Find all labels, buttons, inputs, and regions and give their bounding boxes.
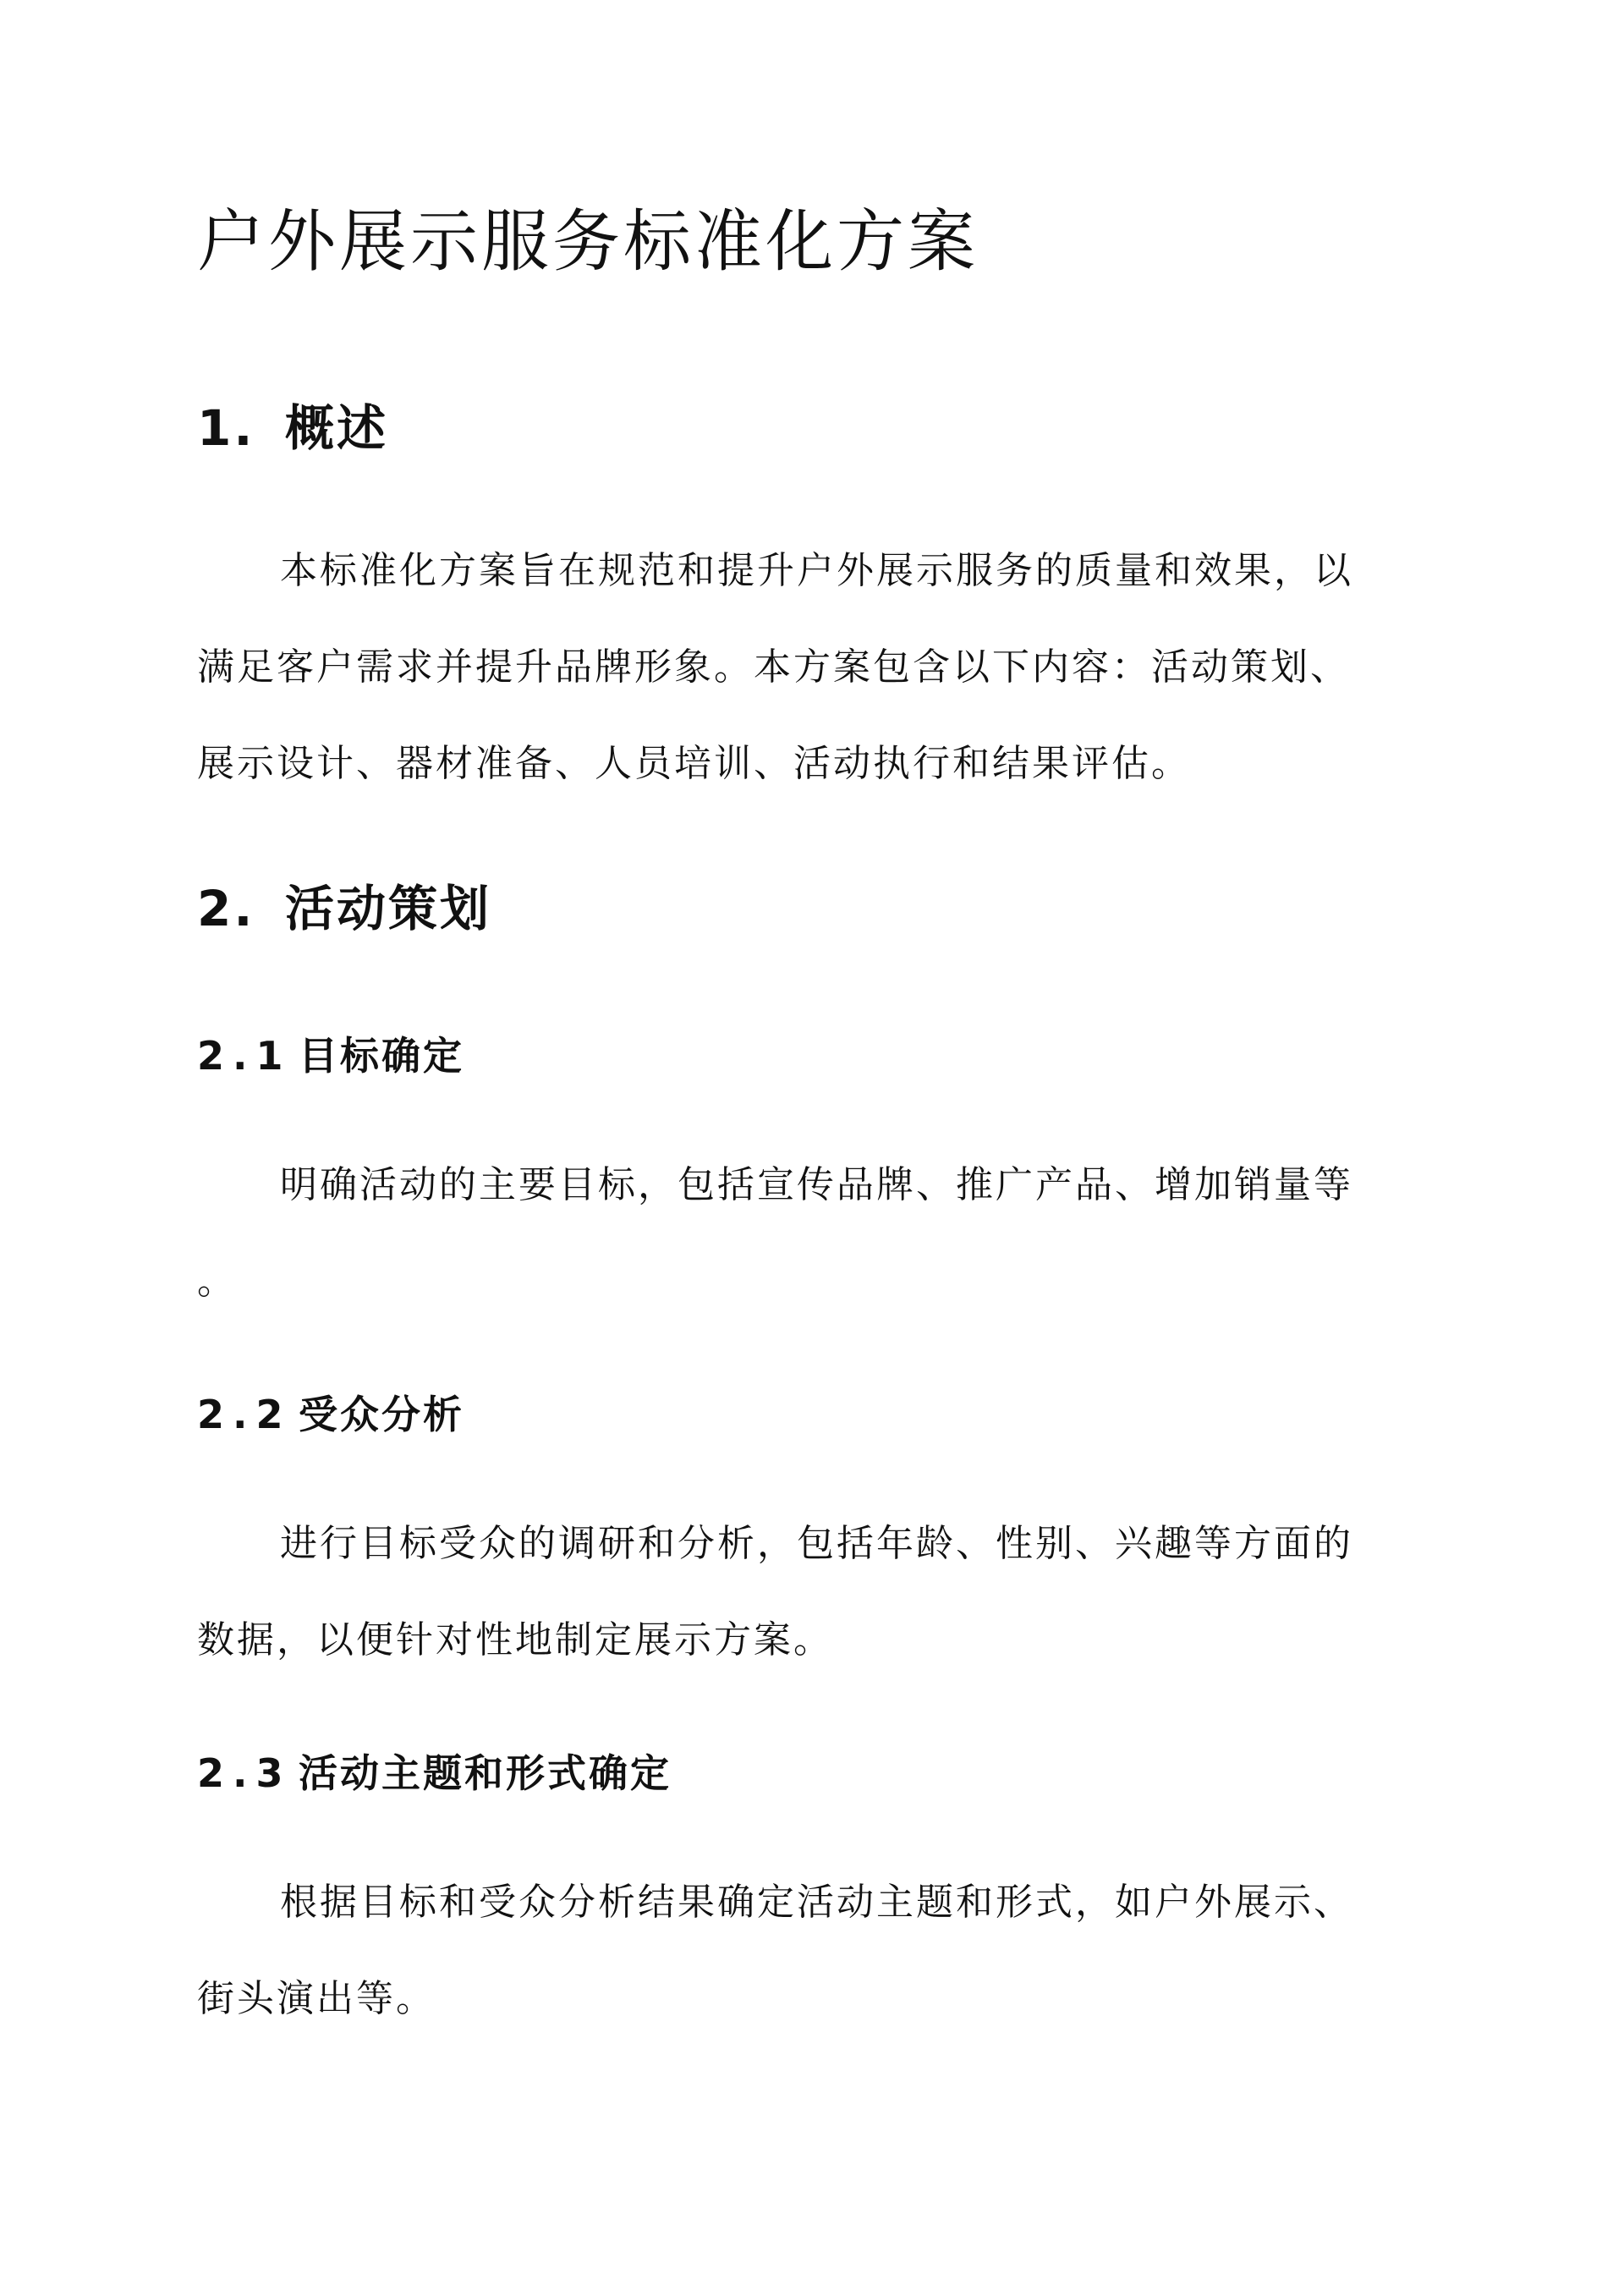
paragraph-line: 进行目标受众的调研和分析，包括年龄、性别、兴趣等方面的 xyxy=(280,1522,1353,1565)
paragraph-line: 满足客户需求并提升品牌形象。本方案包含以下内容：活动策划、 xyxy=(197,645,1350,689)
section-title: 活动策划 xyxy=(285,880,492,937)
subsection-number: 2.2 xyxy=(197,1392,292,1437)
section-heading-1 xyxy=(197,398,388,458)
section-number: 1. xyxy=(197,399,255,457)
paragraph-line: 根据目标和受众分析结果确定活动主题和形式，如户外展示、 xyxy=(280,1881,1353,1924)
paragraph-line: 展示设计、器材准备、人员培训、活动执行和结果评估。 xyxy=(197,742,1191,785)
subsection-2-3-paragraph xyxy=(197,1854,1424,2047)
document-title: 户外展示服务标准化方案 xyxy=(197,202,979,281)
paragraph-line: 。 xyxy=(197,1260,237,1303)
paragraph-line: 数据，以便针对性地制定展示方案。 xyxy=(197,1618,833,1662)
subsection-number: 2.1 xyxy=(197,1033,292,1079)
subsection-heading-2-1 xyxy=(197,1030,464,1081)
subsection-2-1-paragraph xyxy=(197,1137,1424,1330)
section-title: 概述 xyxy=(285,399,389,457)
subsection-number: 2.3 xyxy=(197,1750,292,1796)
subsection-heading-2-3 xyxy=(197,1748,672,1799)
subsection-heading-2-2 xyxy=(197,1389,464,1440)
subsection-title: 目标确定 xyxy=(299,1033,464,1079)
section-number: 2. xyxy=(197,880,255,937)
section-heading-2 xyxy=(197,879,491,938)
subsection-title: 活动主题和形式确定 xyxy=(299,1750,672,1796)
subsection-2-2-paragraph xyxy=(197,1496,1424,1689)
section-1-paragraph xyxy=(197,523,1424,812)
paragraph-line: 街头演出等。 xyxy=(197,1977,436,2020)
paragraph-line: 本标准化方案旨在规范和提升户外展示服务的质量和效果，以 xyxy=(280,549,1353,592)
paragraph-line: 明确活动的主要目标，包括宣传品牌、推广产品、增加销量等 xyxy=(280,1163,1353,1206)
subsection-title: 受众分析 xyxy=(299,1392,464,1437)
